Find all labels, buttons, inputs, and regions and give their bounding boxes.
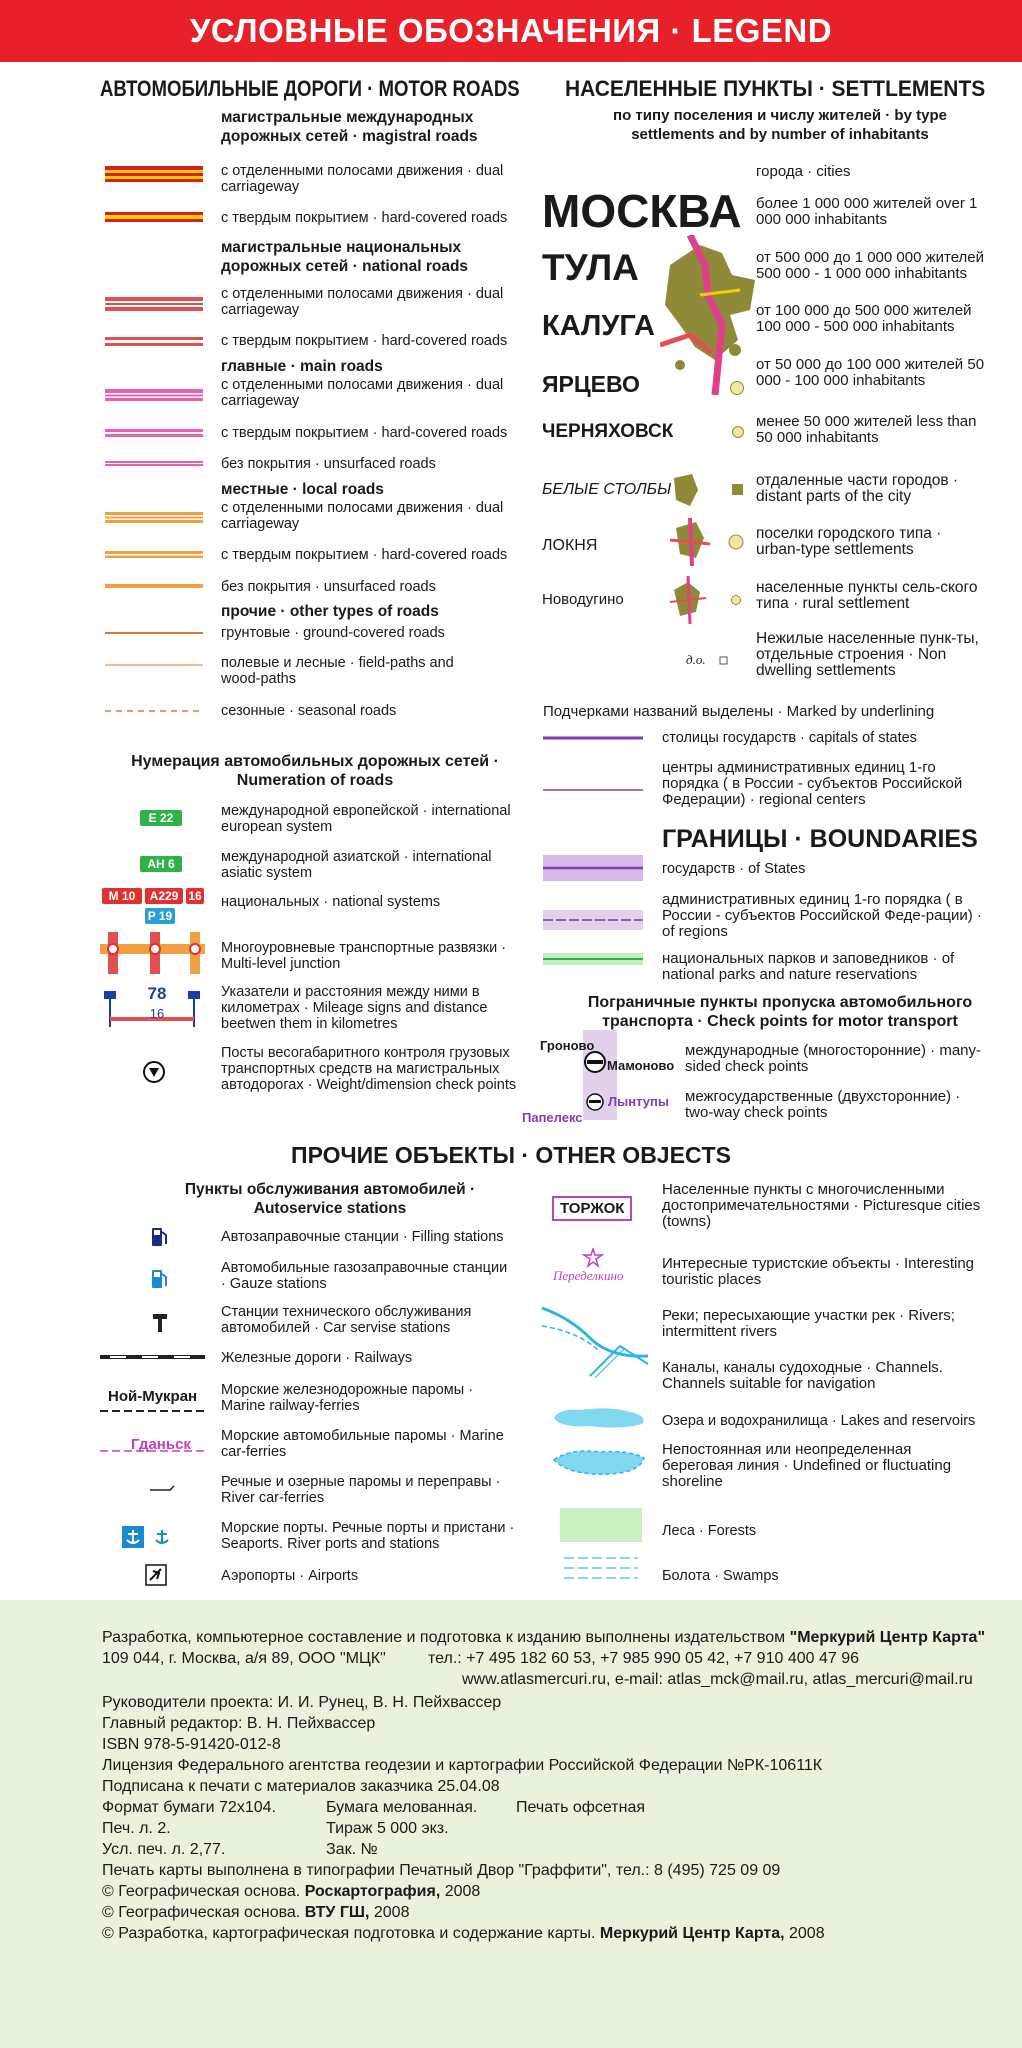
label-forests: Леса · Forests	[662, 1523, 757, 1539]
footer-format: Формат бумаги 72х104.	[102, 1799, 276, 1816]
label-field: полевые и лесные · field-paths and wood-paths	[221, 655, 454, 687]
label-non-dwelling: Нежилые населенные пунк-ты, отдельные строения · Non dwelling settlements	[756, 630, 979, 679]
label-seaports: Морские порты. Речные порты и пристани · Seaports. River ports and stations	[221, 1520, 515, 1552]
footer-c2a: © Географическая основа.	[102, 1904, 305, 1921]
label-weight: Посты весогабаритного контроля грузовых транспортных средств на магистральных автодорогах · Weight/dimension check points	[221, 1045, 517, 1093]
footer-c3a: © Разработка, картографическая подготовка и содержание карты.	[102, 1925, 600, 1942]
footer-c3c: 2008	[784, 1925, 825, 1942]
city-chernyakhovsk: ЧЕРНЯХОВСК	[542, 421, 674, 442]
other-roads-heading: прочие · other types of roads	[221, 603, 439, 620]
seaport-icon	[122, 1526, 178, 1548]
railway-icon	[100, 1352, 205, 1362]
filling-station-icon	[150, 1226, 170, 1248]
footer-license: Лицензия Федерального агентства геодезии и картографии Российской Федерации №РК-10611К	[102, 1757, 823, 1774]
city-novodugino: Новодугино	[542, 591, 624, 608]
city-map-icon	[660, 235, 770, 395]
footer-order: Зак. №	[326, 1841, 378, 1858]
yartsevo-marker-icon	[729, 380, 745, 396]
tourist-object-icon	[582, 1248, 604, 1268]
label-capitals: столицы государств · capitals of states	[662, 730, 917, 746]
badge-e22: E 22	[140, 810, 182, 826]
road-main-unsurfaced	[105, 461, 203, 466]
road-magistral-intl-dual	[105, 166, 203, 182]
gauze-station-icon	[150, 1268, 170, 1290]
footer-isbn: ISBN 978-5-91420-012-8	[102, 1736, 281, 1753]
label-seasonal: сезонные · seasonal roads	[221, 703, 397, 719]
mamonovo-label: Мамоново	[607, 1058, 675, 1073]
label-railway-ferries: Морские железнодорожные паромы · Marine railway-ferries	[221, 1382, 474, 1414]
road-main-hard	[105, 429, 203, 437]
peredelkino-label: Переделкино	[553, 1268, 624, 1283]
footer-copyright-3	[102, 1924, 825, 1944]
label-car-ferries: Морские автомобильные паромы · Marine car-ferries	[221, 1428, 504, 1460]
city-loknya: ЛОКНЯ	[542, 537, 598, 554]
underline-samples	[543, 730, 643, 810]
junction-icon	[100, 932, 205, 974]
gronovo-label: Гроново	[540, 1038, 595, 1053]
badge-16: 16	[186, 888, 204, 904]
cities-label: города · cities	[756, 163, 851, 180]
footer-phones: тел.: +7 495 182 60 53, +7 985 990 05 42, +7 910 400 47 96	[428, 1650, 859, 1667]
legend-title: УСЛОВНЫЕ ОБОЗНАЧЕНИЯ · LEGEND	[189, 12, 833, 49]
footer-sheets: Печ. л. 2.	[102, 1820, 171, 1837]
weight-check-icon	[142, 1060, 166, 1084]
motor-roads-title: АВТОМОБИЛЬНЫЕ ДОРОГИ · MOTOR ROADS	[100, 76, 520, 101]
footer-address: 109 044, г. Москва, а/я 89, ООО "МЦК"	[102, 1650, 386, 1667]
lyntupy-label: Лынтупы	[608, 1094, 669, 1109]
national-heading: магистральные национальных дорожных сетей · national roads	[221, 239, 469, 275]
distant-parts-icon	[672, 472, 752, 508]
footer-publisher: "Меркурий Центр Карта"	[789, 1629, 986, 1646]
rivers-canals-icon	[540, 1298, 650, 1380]
label-urban: поселки городского типа · urban-type settlements	[756, 525, 942, 558]
label-regional: центры административных единиц 1-го порядка ( в России - субъектов Российской Федерации) · regional centers	[662, 759, 963, 808]
label-asiatic: международной азиатской · international asiatic system	[221, 849, 492, 881]
road-local-unsurfaced	[105, 584, 203, 588]
footer-paper: Бумага мелованная.	[326, 1799, 478, 1816]
non-dwelling-marker-icon	[718, 655, 730, 667]
footer-c2c: 2008	[369, 1904, 410, 1921]
city-tula: ТУЛА	[542, 247, 639, 288]
label-rural: населенные пункты сель-ского типа · rural settlement	[756, 579, 978, 612]
label-pop4: от 50 000 до 100 000 жителей 50 000 - 100 000 inhabitants	[756, 356, 985, 389]
main-heading: главные · main roads	[221, 358, 383, 375]
local-heading: местные · local roads	[221, 481, 384, 498]
footer-cond-sheets: Усл. печ. л. 2,77.	[102, 1841, 226, 1858]
footer-l1a: Разработка, компьютерное составление и подготовка к изданию выполнены издательством	[102, 1629, 790, 1646]
label-mileage: Указатели и расстояния между ними в километрах · Mileage signs and distance beetwen them in kilometres	[221, 984, 488, 1032]
label-main-unsurfaced: без покрытия · unsurfaced roads	[221, 456, 436, 472]
footer-chief-editor: Главный редактор: В. Н. Пейхвассер	[102, 1715, 376, 1732]
label-national-hard: с твердым покрытием · hard-covered roads	[221, 333, 508, 349]
rural-settlement-icon	[670, 576, 750, 624]
label-river-ferries: Речные и озерные паромы и переправы · River car-ferries	[221, 1474, 501, 1506]
footer-copyright-2	[102, 1903, 409, 1923]
boundaries-title: ГРАНИЦЫ · BOUNDARIES	[662, 825, 978, 853]
footer-line-1	[102, 1628, 985, 1648]
road-main-dual	[105, 389, 203, 401]
label-junction: Многоуровневые транспортные развязки · Multi-level junction	[221, 940, 507, 972]
car-service-icon	[150, 1312, 170, 1334]
label-lakes: Озера и водохранилища · Lakes and reservoirs	[662, 1413, 976, 1429]
label-pop1: более 1 000 000 жителей over 1 000 000 inhabitants	[756, 195, 978, 228]
label-european: международной европейской · international european system	[221, 803, 511, 835]
river-ferry-icon	[148, 1484, 178, 1494]
label-main-dual: с отделенными полосами движения · dual carriageway	[221, 377, 504, 409]
label-canals: Каналы, каналы судоходные · Channels. Channels suitable for navigation	[662, 1359, 943, 1392]
other-objects-title: ПРОЧИЕ ОБЪЕКТЫ · OTHER OBJECTS	[291, 1142, 731, 1168]
city-yartsevo: ЯРЦЕВО	[542, 371, 640, 397]
label-pop3: от 100 000 до 500 000 жителей 100 000 - 500 000 inhabitants	[756, 302, 972, 335]
numeration-title: Нумерация автомобильных дорожных сетей · Numeration of roads	[131, 753, 499, 789]
footer-web: www.atlasmercuri.ru, e-mail: atlas_mck@mail.ru, atlas_mercuri@mail.ru	[462, 1671, 973, 1688]
label-national-dual: с отделенными полосами движения · dual carriageway	[221, 286, 504, 318]
chernyakhovsk-marker-icon	[731, 425, 745, 439]
do-label: д.о.	[686, 652, 706, 667]
footer-copyright-1	[102, 1882, 480, 1902]
badge-m10: M 10	[102, 888, 142, 904]
label-local-dual: с отделенными полосами движения · dual carriageway	[221, 500, 504, 532]
footer-signed: Подписана к печати с материалов заказчика 25.04.08	[102, 1778, 500, 1795]
label-car-service: Станции технического обслуживания автомобилей · Car servise stations	[221, 1304, 472, 1336]
swamp-icon	[560, 1552, 642, 1588]
label-regions: административных единиц 1-го порядка ( в России - субъектов Российской Феде-рации) · of regions	[662, 891, 982, 940]
road-national-dual	[105, 297, 203, 311]
label-shoreline: Непостоянная или неопределенная береговая линия · Undefined or fluctuating shoreline	[662, 1441, 952, 1490]
label-main-hard: с твердым покрытием · hard-covered roads	[221, 425, 508, 441]
footer-c1b: Роскартография,	[304, 1883, 441, 1900]
label-local-hard: с твердым покрытием · hard-covered roads	[221, 547, 508, 563]
mileage-16: 16	[149, 1006, 165, 1021]
label-ground: грунтовые · ground-covered roads	[221, 625, 445, 641]
noy-mukran-label: Ной-Мукран	[108, 1388, 198, 1405]
label-local-unsurfaced: без покрытия · unsurfaced roads	[221, 579, 436, 595]
label-interstate-checkpoint: межгосударственные (двухсторонние) · two-way check points	[685, 1088, 961, 1121]
torzhok-label: ТОРЖОК	[552, 1196, 632, 1221]
label-filling: Автозаправочные станции · Filling stations	[221, 1229, 504, 1245]
footer-c2b: ВТУ ГШ,	[304, 1904, 370, 1921]
label-intl-checkpoint: международные (многосторонние) · many-sided check points	[685, 1042, 982, 1075]
footer-project-heads: Руководители проекта: И. И. Рунец, В. Н. Пейхвассер	[102, 1694, 502, 1711]
label-national-systems: национальных · national systems	[221, 894, 441, 910]
label-parks: национальных парков и заповедников · of national parks and nature reservations	[662, 950, 955, 983]
boundary-samples	[543, 855, 643, 975]
mileage-78: 78	[147, 984, 167, 1003]
car-ferry-icon	[100, 1448, 205, 1454]
badge-a229: A229	[145, 888, 183, 904]
label-gauze: Автомобильные газозаправочные станции · Gauze stations	[221, 1260, 508, 1292]
label-swamps: Болота · Swamps	[662, 1568, 779, 1584]
road-national-hard	[105, 337, 203, 346]
airport-icon	[145, 1564, 167, 1586]
label-states: государств · of States	[662, 861, 806, 877]
footer-c1a: © Географическая основа.	[102, 1883, 305, 1900]
underlining-label: Подчерками названий выделены · Marked by underlining	[543, 703, 935, 720]
lake-icon	[550, 1404, 650, 1430]
settlements-title: НАСЕЛЕННЫЕ ПУНКТЫ · SETTLEMENTS	[565, 76, 986, 101]
footer-c3b: Меркурий Центр Карта,	[599, 1925, 785, 1942]
label-tourist: Интересные туристские объекты · Interesting touristic places	[662, 1255, 975, 1288]
label-intl-hard: с твердым покрытием · hard-covered roads	[221, 210, 508, 226]
forest-icon	[560, 1508, 642, 1542]
settlements-subtitle: по типу поселения и числу жителей · by type settlements and by number of inhabitants	[613, 107, 947, 143]
label-rivers: Реки; пересыхающие участки рек · Rivers; intermittent rivers	[662, 1307, 955, 1340]
gdansk-label: Гданьск	[131, 1436, 191, 1453]
footer-c1c: 2008	[440, 1883, 481, 1900]
badge-p19: P 19	[145, 908, 175, 924]
urban-type-icon	[670, 518, 750, 566]
city-kaluga: КАЛУГА	[542, 310, 655, 342]
checkpoints-title: Пограничные пункты пропуска автомобильного транспорта · Check points for motor transport	[587, 994, 973, 1030]
label-pop5: менее 50 000 жителей less than 50 000 inhabitants	[756, 413, 977, 446]
footer-print: Печать офсетная	[516, 1799, 646, 1816]
label-railways: Железные дороги · Railways	[221, 1350, 413, 1366]
city-moskva: МОСКВА	[542, 185, 742, 237]
label-airports: Аэропорты · Airports	[221, 1568, 359, 1584]
road-local-hard	[105, 551, 203, 558]
papeleks-label: Папелекс	[522, 1110, 583, 1125]
label-picturesque: Населенные пункты с многочисленными достопримечательностями · Picturesque cities (towns)	[662, 1181, 981, 1230]
magistral-international-heading: магистральные международных дорожных сетей · magistral roads	[221, 109, 478, 145]
badge-ah6: AH 6	[140, 856, 182, 872]
footer-edition: Тираж 5 000 экз.	[326, 1820, 449, 1837]
label-pop2: от 500 000 до 1 000 000 жителей 500 000 - 1 000 000 inhabitants	[756, 249, 985, 282]
footer-printing-house: Печать карты выполнена в типографии Печатный Двор "Граффити", тел.: 8 (495) 725 09 09	[102, 1862, 781, 1879]
label-intl-dual: с отделенными полосами движения · dual carriageway	[221, 163, 504, 195]
autoservice-title: Пункты обслуживания автомобилей · Autoservice stations	[184, 1181, 476, 1217]
road-local-dual	[105, 512, 203, 523]
road-magistral-intl-hard	[105, 212, 203, 222]
shoreline-icon	[550, 1442, 650, 1482]
label-distant: отдаленные части городов · distant parts of the city	[756, 472, 959, 505]
railway-ferry-icon	[100, 1408, 205, 1414]
city-belye-stolby: БЕЛЫЕ СТОЛБЫ	[542, 481, 672, 498]
